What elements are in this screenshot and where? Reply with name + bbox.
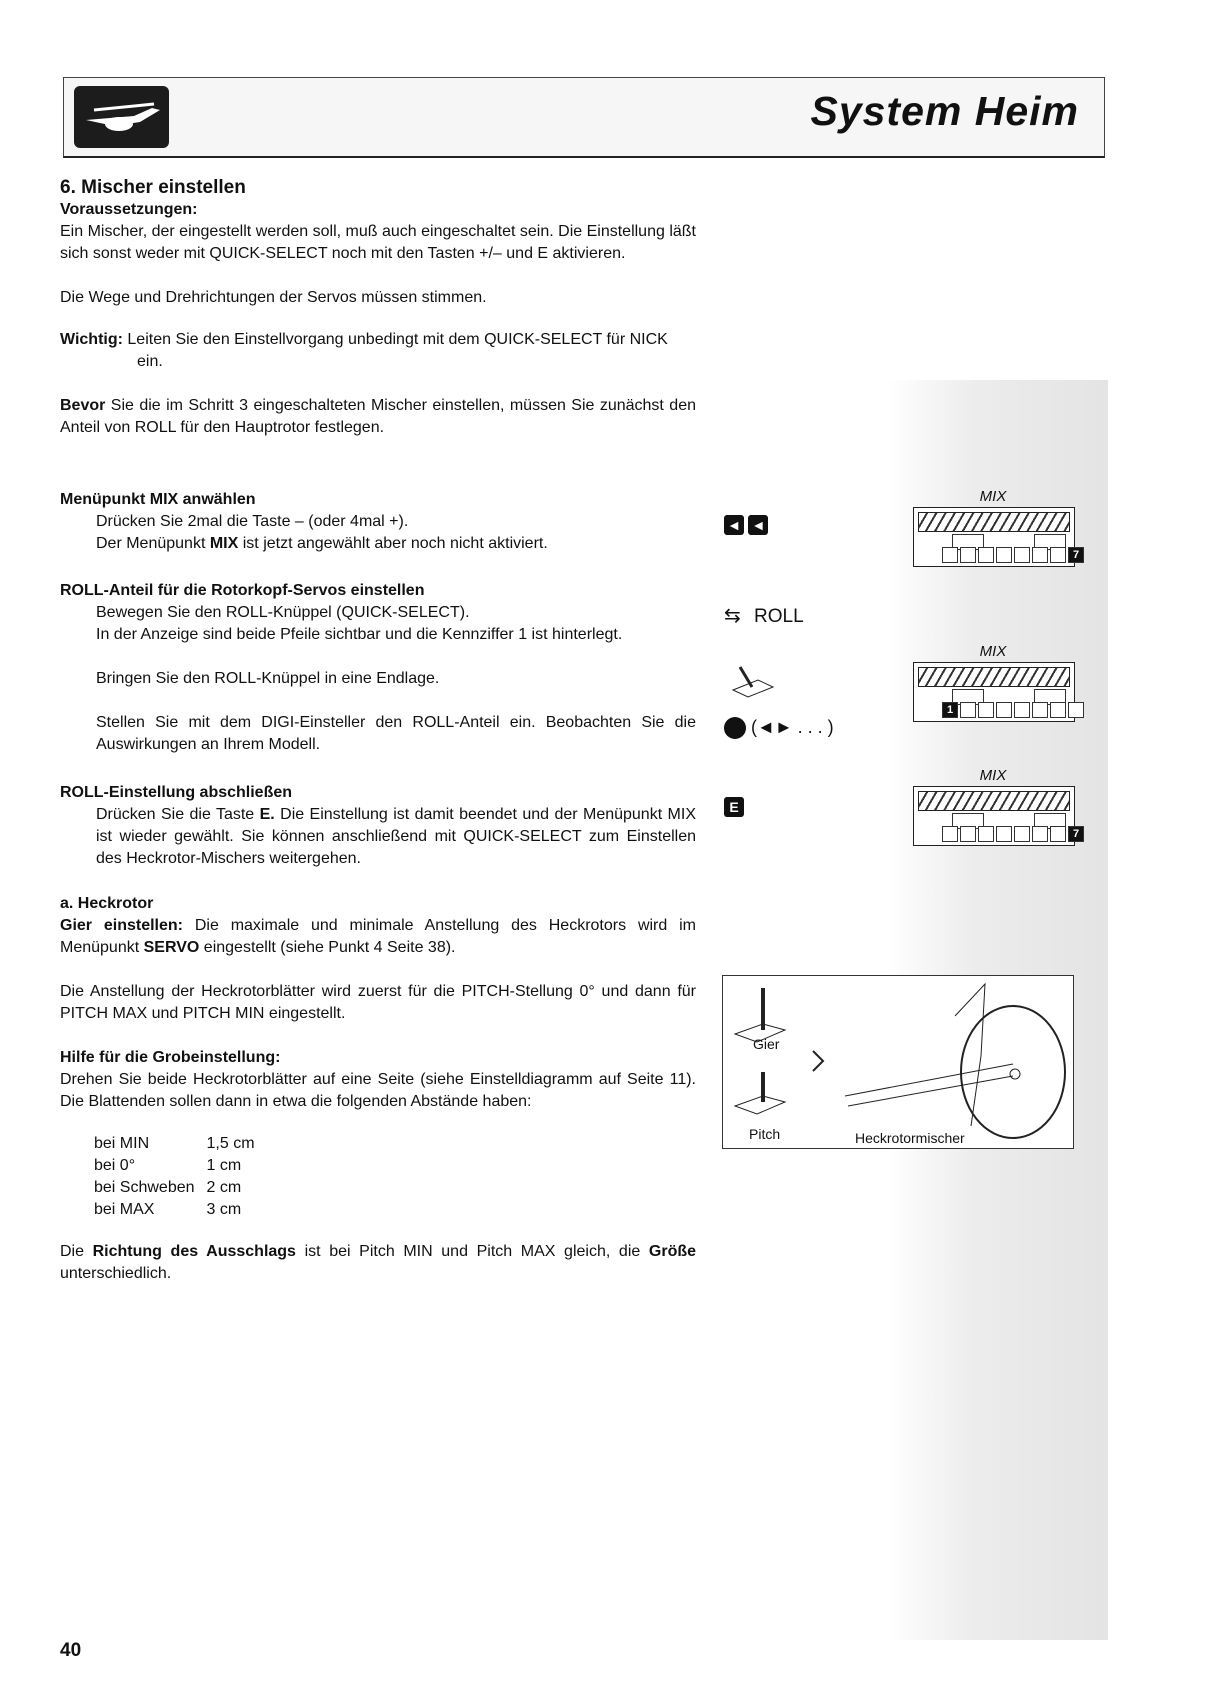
finish-text xyxy=(60,804,696,870)
display-cell xyxy=(996,826,1012,842)
important-note xyxy=(60,329,696,373)
table-row xyxy=(94,1199,267,1221)
gier-text-c: eingestellt (siehe Punkt 4 Seite 38). xyxy=(199,939,456,956)
distance-value: 1,5 cm xyxy=(206,1135,255,1152)
roll-line4: Stellen Sie mit dem DIGI-Einsteller den ROLL-Anteil ein. Beobachten Sie die Auswirkungen an Ihrem Modell. xyxy=(96,714,696,753)
heckrotor-section xyxy=(60,893,696,1285)
display-cell xyxy=(978,702,994,718)
display-bar xyxy=(918,667,1070,687)
display-cell xyxy=(1050,547,1066,563)
final-text xyxy=(60,1241,696,1285)
distance-value: 1 cm xyxy=(206,1157,242,1174)
finish-text-c: Die Einstellung ist damit beendet und der Menüpunkt MIX ist wieder gewählt. Sie können anschließend mit QUICK-SELECT zum Einstellen des Heckrotor-Mischers weitergehen. xyxy=(96,806,696,867)
display-label: MIX xyxy=(979,488,1007,505)
display-cell xyxy=(960,702,976,718)
display-cell xyxy=(996,702,1012,718)
heckrotor-heading: a. Heckrotor xyxy=(60,895,154,912)
figure-pitch-label: Pitch xyxy=(749,1126,781,1142)
display-cell xyxy=(942,826,958,842)
final-a: Die xyxy=(60,1243,93,1260)
page-header xyxy=(63,77,1105,158)
heckrotor-figure xyxy=(722,975,1074,1149)
display-digit: 7 xyxy=(1068,547,1084,563)
gier-text xyxy=(60,915,696,959)
roll-heading: ROLL-Anteil für die Rotorkopf-Servos einstellen xyxy=(60,582,425,599)
final-e: unterschiedlich. xyxy=(60,1265,172,1282)
display-cells xyxy=(942,547,1084,563)
roll-indicator xyxy=(724,603,804,628)
before-text: Sie die im Schritt 3 eingeschalteten Mischer einstellen, müssen Sie zunächst den Anteil von ROLL für den Hauptrotor festlegen. xyxy=(60,397,696,436)
display-label: MIX xyxy=(979,767,1007,784)
minus-key-icon: ◄ xyxy=(748,515,768,535)
distance-label: bei MIN xyxy=(94,1135,150,1152)
page-number: 40 xyxy=(60,1640,82,1661)
final-c: ist bei Pitch MIN und Pitch MAX gleich, die xyxy=(295,1243,649,1260)
display-cell xyxy=(996,547,1012,563)
display-label: MIX xyxy=(979,643,1007,660)
display-cell xyxy=(1032,826,1048,842)
mix-line2-a: Der Menüpunkt xyxy=(96,535,210,552)
finish-text-b: E. xyxy=(259,806,275,823)
servos-text: Die Wege und Drehrichtungen der Servos müssen stimmen. xyxy=(60,289,487,306)
table-row xyxy=(94,1155,267,1177)
digi-knob-icon xyxy=(724,717,746,739)
tail-rotor-drawing xyxy=(723,976,1073,1148)
e-key-icon: E xyxy=(724,797,744,817)
display-cell xyxy=(1014,826,1030,842)
minus-keys xyxy=(724,515,768,535)
before-label: Bevor xyxy=(60,397,106,414)
roll-line2: In der Anzeige sind beide Pfeile sichtbar und die Kennziffer 1 ist hinterlegt. xyxy=(96,626,623,643)
digi-suffix: (◄► . . . ) xyxy=(751,717,834,737)
distance-value: 3 cm xyxy=(206,1201,242,1218)
display-cell xyxy=(1014,702,1030,718)
important-text: Leiten Sie den Einstellvorgang unbedingt mit dem QUICK-SELECT für NICK ein. xyxy=(127,331,668,370)
roll-line3: Bringen Sie den ROLL-Knüppel in eine Endlage. xyxy=(96,670,440,687)
display-cell xyxy=(978,826,994,842)
distance-label: bei MAX xyxy=(94,1201,155,1218)
important-label: Wichtig: xyxy=(60,331,123,348)
finish-heading: ROLL-Einstellung abschließen xyxy=(60,784,293,801)
display-cell xyxy=(1032,547,1048,563)
mix-heading: Menüpunkt MIX anwählen xyxy=(60,491,256,508)
figure-gier-label: Gier xyxy=(753,1036,780,1052)
mix-line1: Drücken Sie 2mal die Taste – (oder 4mal +). xyxy=(96,513,409,530)
mix-line2-c: ist jetzt angewählt aber noch nicht aktiviert. xyxy=(238,535,548,552)
display-cells xyxy=(942,702,1084,718)
display-cells xyxy=(942,826,1084,842)
step-finish xyxy=(60,782,696,870)
figure-caption: Heckrotormischer xyxy=(855,1130,965,1146)
help-text: Drehen Sie beide Heckrotorblätter auf eine Seite (siehe Einstelldiagramm auf Seite 11). Die Blattenden sollen dann in etwa die folgenden Abstände haben: xyxy=(60,1071,696,1110)
e-key xyxy=(724,797,744,817)
display-cell xyxy=(1050,826,1066,842)
section-intro xyxy=(60,177,696,439)
prereq-heading: Voraussetzungen: xyxy=(60,201,198,218)
helicopter-icon xyxy=(74,86,169,148)
distance-label: bei 0° xyxy=(94,1157,136,1174)
distance-label: bei Schweben xyxy=(94,1179,195,1196)
digi-adjust xyxy=(724,717,834,739)
mix-display xyxy=(913,786,1080,846)
mix-display xyxy=(913,507,1080,567)
final-b: Richtung des Ausschlags xyxy=(92,1243,296,1260)
display-cell xyxy=(1032,702,1048,718)
gier-text-a: Die maximale und minimale Anstellung des Heckrotors wird im Menüpunkt xyxy=(60,917,697,956)
display-cell xyxy=(960,547,976,563)
roll-label: ROLL xyxy=(754,606,804,627)
pitch-text: Die Anstellung der Heckrotorblätter wird zuerst für die PITCH-Stellung 0° und dann für PITCH MAX und PITCH MIN eingestellt. xyxy=(60,983,696,1022)
display-bar xyxy=(918,512,1070,532)
table-row xyxy=(94,1133,267,1155)
display-cell xyxy=(1068,702,1084,718)
display-digit: 7 xyxy=(1068,826,1084,842)
display-digit: 1 xyxy=(942,702,958,718)
stick-arrows-icon: ⇆ xyxy=(724,605,741,627)
gier-label: Gier einstellen: xyxy=(60,917,183,934)
page-title: System Heim xyxy=(810,88,1079,134)
display-cell xyxy=(960,826,976,842)
distance-value: 2 cm xyxy=(206,1179,242,1196)
minus-key-icon: ◄ xyxy=(724,515,744,535)
section-title: 6. Mischer einstellen xyxy=(60,177,246,198)
display-cell xyxy=(942,547,958,563)
mix-display xyxy=(913,662,1075,722)
display-cell xyxy=(1050,702,1066,718)
step-roll xyxy=(60,580,696,756)
mix-line2-b: MIX xyxy=(209,535,239,552)
display-bar xyxy=(918,791,1070,811)
prereq-text: Ein Mischer, der eingestellt werden soll, muß auch eingeschaltet sein. Die Einstellung läßt sich sonst weder mit QUICK-SELECT noch mit den Tasten +/– und E aktivieren. xyxy=(60,223,696,262)
table-row xyxy=(94,1177,267,1199)
stick-endpoint-icon xyxy=(728,655,778,705)
step-mix xyxy=(60,489,696,555)
display-cell xyxy=(1014,547,1030,563)
display-cell xyxy=(978,547,994,563)
roll-line1: Bewegen Sie den ROLL-Knüppel (QUICK-SELECT). xyxy=(96,604,470,621)
finish-text-a: Drücken Sie die Taste xyxy=(96,806,260,823)
before-note xyxy=(60,395,696,439)
help-heading: Hilfe für die Grobeinstellung: xyxy=(60,1049,281,1066)
distance-table xyxy=(94,1133,267,1221)
mix-line2 xyxy=(60,533,696,555)
final-d: Größe xyxy=(648,1243,697,1260)
gier-text-b: SERVO xyxy=(143,939,200,956)
